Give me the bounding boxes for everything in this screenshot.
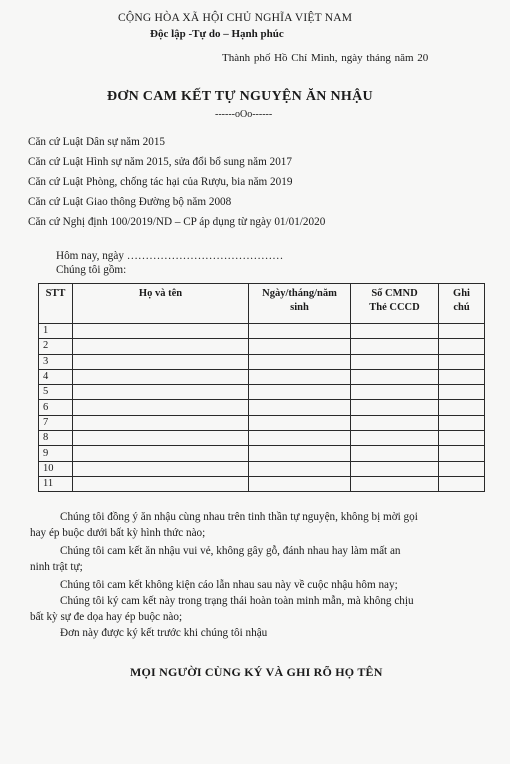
id-cell[interactable] bbox=[351, 369, 439, 384]
col-header-stt: STT bbox=[39, 284, 73, 324]
name-cell[interactable] bbox=[73, 415, 249, 430]
id-cell[interactable] bbox=[351, 476, 439, 491]
table-row bbox=[39, 400, 485, 415]
note-cell[interactable] bbox=[439, 369, 485, 384]
dob-cell[interactable] bbox=[249, 324, 351, 339]
commitment-4: Chúng tôi ký cam kết này trong trạng thái hoàn toàn minh mẫn, mà không chịu bbox=[60, 595, 414, 607]
row-number: 11 bbox=[39, 476, 73, 491]
name-cell[interactable] bbox=[73, 476, 249, 491]
dob-cell[interactable] bbox=[249, 339, 351, 354]
row-number: 9 bbox=[39, 446, 73, 461]
id-cell[interactable] bbox=[351, 339, 439, 354]
id-cell[interactable] bbox=[351, 324, 439, 339]
place-date-line: Thành phố Hồ Chí Minh, ngày tháng năm 20 bbox=[222, 52, 429, 64]
row-number: 1 bbox=[39, 324, 73, 339]
row-number: 10 bbox=[39, 461, 73, 476]
name-cell[interactable] bbox=[73, 446, 249, 461]
name-cell[interactable] bbox=[73, 461, 249, 476]
document-title: ĐƠN CAM KẾT TỰ NGUYỆN ĂN NHẬU bbox=[107, 89, 373, 104]
col-header-dob-line2: sinh bbox=[290, 302, 309, 313]
col-header-dob-line1: Ngày/tháng/năm bbox=[262, 288, 337, 299]
row-number: 5 bbox=[39, 385, 73, 400]
title-separator: ------oOo------ bbox=[215, 109, 273, 120]
signature-heading: MỌI NGƯỜI CÙNG KÝ VÀ GHI RÕ HỌ TÊN bbox=[130, 665, 383, 679]
table-header-row bbox=[39, 284, 485, 324]
note-cell[interactable] bbox=[439, 446, 485, 461]
name-cell[interactable] bbox=[73, 369, 249, 384]
note-cell[interactable] bbox=[439, 400, 485, 415]
legal-basis-4: Căn cứ Luật Giao thông Đường bộ năm 2008 bbox=[28, 196, 232, 208]
table-row bbox=[39, 354, 485, 369]
dob-cell[interactable] bbox=[249, 431, 351, 446]
col-header-note-line2: chú bbox=[453, 302, 470, 313]
legal-basis-5: Căn cứ Nghị định 100/2019/ND – CP áp dụng từ ngày 01/01/2020 bbox=[28, 216, 326, 228]
commitment-1: Chúng tôi đồng ý ăn nhậu cùng nhau trên tinh thần tự nguyện, không bị mời gọi bbox=[60, 511, 418, 523]
row-number: 7 bbox=[39, 415, 73, 430]
note-cell[interactable] bbox=[439, 415, 485, 430]
id-cell[interactable] bbox=[351, 431, 439, 446]
note-cell[interactable] bbox=[439, 431, 485, 446]
name-cell[interactable] bbox=[73, 400, 249, 415]
id-cell[interactable] bbox=[351, 400, 439, 415]
national-title: CỘNG HÒA XÃ HỘI CHỦ NGHĨA VIỆT NAM bbox=[118, 12, 353, 24]
dob-cell[interactable] bbox=[249, 369, 351, 384]
row-number: 2 bbox=[39, 339, 73, 354]
col-header-name: Họ và tên bbox=[73, 284, 249, 324]
commitment-2-cont: ninh trật tự; bbox=[30, 561, 83, 573]
name-cell[interactable] bbox=[73, 339, 249, 354]
dob-cell[interactable] bbox=[249, 400, 351, 415]
row-number: 4 bbox=[39, 369, 73, 384]
name-cell[interactable] bbox=[73, 354, 249, 369]
table-row bbox=[39, 446, 485, 461]
id-cell[interactable] bbox=[351, 415, 439, 430]
legal-basis-2: Căn cứ Luật Hình sự năm 2015, sửa đổi bổ sung năm 2017 bbox=[28, 156, 292, 168]
commitment-1-cont: hay ép buộc dưới bất kỳ hình thức nào; bbox=[30, 527, 206, 539]
table-row bbox=[39, 339, 485, 354]
dob-cell[interactable] bbox=[249, 476, 351, 491]
note-cell[interactable] bbox=[439, 461, 485, 476]
col-header-note-line1: Ghi bbox=[453, 288, 470, 299]
commitment-5: Đơn này được ký kết trước khi chúng tôi nhậu bbox=[60, 627, 268, 639]
col-header-note bbox=[439, 284, 485, 324]
table-row bbox=[39, 431, 485, 446]
row-number: 6 bbox=[39, 400, 73, 415]
dob-cell[interactable] bbox=[249, 446, 351, 461]
table-row bbox=[39, 324, 485, 339]
national-motto: Độc lập -Tự do – Hạnh phúc bbox=[150, 28, 284, 40]
name-cell[interactable] bbox=[73, 324, 249, 339]
participants-intro: Chúng tôi gồm: bbox=[56, 264, 127, 276]
col-header-id-line1: Số CMND bbox=[371, 288, 418, 299]
note-cell[interactable] bbox=[439, 354, 485, 369]
id-cell[interactable] bbox=[351, 354, 439, 369]
note-cell[interactable] bbox=[439, 385, 485, 400]
row-number: 8 bbox=[39, 431, 73, 446]
table-row bbox=[39, 385, 485, 400]
id-cell[interactable] bbox=[351, 385, 439, 400]
dob-cell[interactable] bbox=[249, 461, 351, 476]
commitment-2: Chúng tôi cam kết ăn nhậu vui vẻ, không gây gỗ, đánh nhau hay làm mất an bbox=[60, 545, 401, 557]
note-cell[interactable] bbox=[439, 476, 485, 491]
dob-cell[interactable] bbox=[249, 354, 351, 369]
table-row bbox=[39, 461, 485, 476]
col-header-dob bbox=[249, 284, 351, 324]
row-number: 3 bbox=[39, 354, 73, 369]
note-cell[interactable] bbox=[439, 324, 485, 339]
id-cell[interactable] bbox=[351, 446, 439, 461]
name-cell[interactable] bbox=[73, 385, 249, 400]
participants-table bbox=[38, 283, 485, 492]
note-cell[interactable] bbox=[439, 339, 485, 354]
col-header-id-line2: Thẻ CCCD bbox=[369, 302, 420, 313]
today-line: Hôm nay, ngày …………………………………… bbox=[56, 250, 284, 262]
table-row bbox=[39, 476, 485, 491]
commitment-4-cont: bất kỳ sự đe dọa hay ép buộc nào; bbox=[30, 611, 183, 623]
commitment-3: Chúng tôi cam kết không kiện cáo lẫn nhau sau này về cuộc nhậu hôm nay; bbox=[60, 579, 398, 591]
table-row bbox=[39, 415, 485, 430]
legal-basis-3: Căn cứ Luật Phòng, chống tác hại của Rượu, bia năm 2019 bbox=[28, 176, 293, 188]
table-row bbox=[39, 369, 485, 384]
dob-cell[interactable] bbox=[249, 385, 351, 400]
id-cell[interactable] bbox=[351, 461, 439, 476]
dob-cell[interactable] bbox=[249, 415, 351, 430]
name-cell[interactable] bbox=[73, 431, 249, 446]
col-header-id bbox=[351, 284, 439, 324]
legal-basis-1: Căn cứ Luật Dân sự năm 2015 bbox=[28, 136, 166, 148]
